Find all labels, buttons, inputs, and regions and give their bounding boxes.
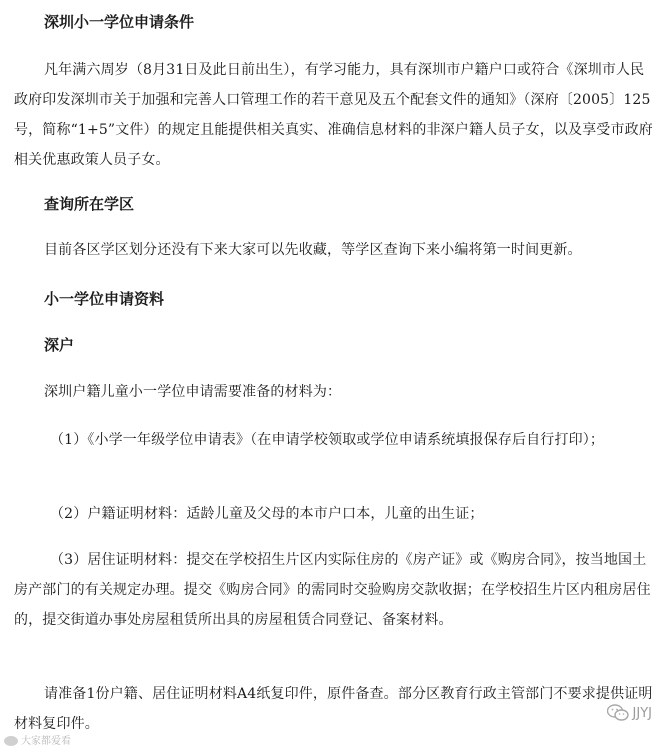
wechat-icon [607,704,629,722]
corner-watermark [4,732,71,747]
wechat-watermark [607,704,652,722]
heading-requirements: 深圳小一学位申请条件 [44,13,195,31]
paragraph-requirements: 凡年满六周岁（8月31日及此日前出生），有学习能力，具有深圳市户籍户口或符合《深圳市人民政府印发深圳市关于加强和完善人口管理工作的若干意见及五个配套文件的通知》（深府〔2005〕125号，简称“1+5”文件）的规定且能提供相关真实、准确信息材料的非深户籍人员子女，以及享受市政府相关优惠政策人员子女。 [14,62,653,168]
list-item-application-form: （1）《小学一年级学位申请表》（在申请学校领取或学位申请系统填报保存后自行打印）； [50,432,605,448]
paragraph-materials-intro: 深圳户籍儿童小一学位申请需要准备的材料为： [44,384,342,400]
heading-shenzhen-hukou: 深户 [44,336,75,354]
corner-watermark-text: 大家都爱看 [21,736,71,747]
watermark-label: JJYJ [632,705,652,721]
list-item-residence-proof: （3）居住证明材料：提交在学校招生片区内实际住房的《房产证》或《购房合同》，按当地国土房产部门的有关规定办理。提交《购房合同》的需同时交验购房交款收据；在学校招生片区内租房居住的，提交街道办事处房屋租赁所出具的房屋租赁合同登记、备案材料。 [14,552,651,628]
heading-school-district: 查询所在学区 [44,195,135,213]
chat-bubble-icon [4,736,18,746]
list-item-hukou-proof: （2）户籍证明材料：适龄儿童及父母的本市户口本，儿童的出生证； [50,506,484,522]
paragraph-copies-note: 请准备1份户籍、居住证明材料A4纸复印件，原件备查。部分区教育行政主管部门不要求提供证明材料复印件。 [14,686,653,732]
heading-application-materials: 小一学位申请资料 [44,290,165,308]
paragraph-school-district: 目前各区学区划分还没有下来大家可以先收藏，等学区查询下来小编将第一时间更新。 [44,242,582,258]
